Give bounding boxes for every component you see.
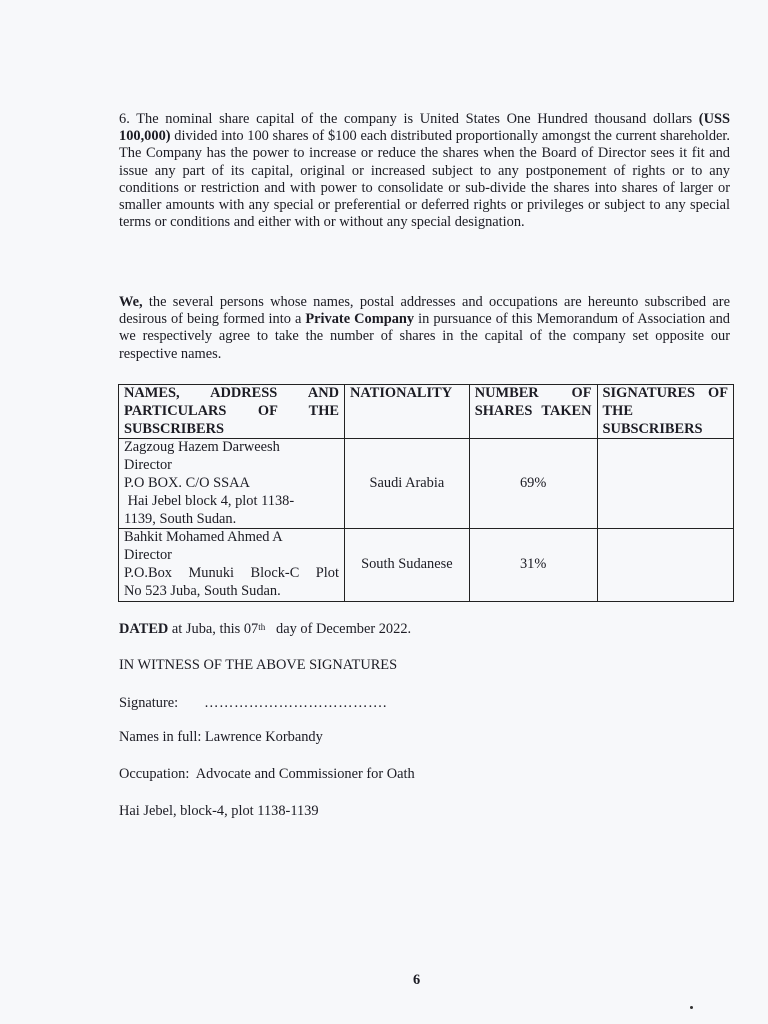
- subscriber-address-line: No 523 Juba, South Sudan.: [124, 582, 281, 599]
- subscriber-particulars: [119, 529, 345, 601]
- subscriber-particulars: [119, 439, 345, 529]
- dated-text: at Juba, this 07: [168, 621, 259, 637]
- page-number: 6: [413, 972, 421, 988]
- subscriber-address-line: P.O.Box Munuki Block-C Plot: [124, 564, 339, 581]
- subscriber-signature: [597, 529, 733, 601]
- subscription-text-1: the several persons whose names, postal addresses and occupations are hereunto subscribed are desirous of being formed into a: [119, 294, 730, 328]
- dated-text-after: day of December 2022.: [265, 621, 412, 637]
- clause-6-prefix: 6. The nominal share capital of the company is United States One Hundred thousand dollars: [119, 111, 699, 127]
- subscription-text-2: in pursuance of this Memorandum of Association and we respectively agree to take the number of shares in the capital of the company set opposite our respective names.: [119, 311, 730, 362]
- subscription-lead: We,: [119, 294, 143, 310]
- subscriber-address-line: Hai Jebel block 4, plot 1138-: [124, 492, 295, 509]
- dated-ordinal: th: [258, 622, 266, 632]
- subscriber-name: Bahkit Mohamed Ahmed A: [124, 529, 283, 546]
- clause-6-share-capital: [119, 111, 730, 231]
- names-in-full: Names in full: Lawrence Korbandy: [119, 729, 323, 745]
- subscriber-nationality: South Sudanese: [345, 529, 470, 601]
- header-nationality: NATIONALITY: [345, 385, 470, 439]
- subscriber-role: Director: [124, 547, 172, 564]
- subscriber-shares: 31%: [469, 529, 597, 601]
- signature-line: ……………………………….: [204, 695, 387, 711]
- dated-label: DATED: [119, 621, 169, 637]
- witness-heading: IN WITNESS OF THE ABOVE SIGNATURES: [119, 657, 398, 673]
- subscribers-table: [118, 384, 734, 602]
- subscriber-name: Zagzoug Hazem Darweesh: [124, 439, 280, 456]
- table-row: [119, 529, 734, 601]
- subscriber-nationality: Saudi Arabia: [345, 439, 470, 529]
- header-names: NAMES, ADDRESS AND PARTICULARS OF THE SUBSCRIBERS: [119, 385, 345, 439]
- subscriber-shares: 69%: [469, 439, 597, 529]
- header-shares: NUMBER OF SHARES TAKEN: [469, 385, 597, 439]
- table-row: [119, 439, 734, 529]
- subscriber-address-line: 1139, South Sudan.: [124, 510, 237, 527]
- clause-6-rest: divided into 100 shares of $100 each distributed proportionally amongst the current shareholder. The Company has the power to increase or reduce the shares when the Board of Director sees it fit and issue any part of its capital, original or increased subject to any postponement of rights or to any conditions or restriction and with power to consolidate or sub-divide the shares into shares of larger or smaller amounts with any special or preferential or deferred rights or privileges or subject to any special terms or conditions and either with or without any special designation.: [119, 128, 730, 231]
- witness-address: Hai Jebel, block-4, plot 1138-1139: [119, 803, 319, 819]
- subscriber-role: Director: [124, 457, 172, 474]
- table-header-row: [119, 385, 734, 439]
- subscription-paragraph: [119, 294, 730, 363]
- clause-6-amount: (USS 100,000): [119, 111, 730, 145]
- occupation: Occupation: Advocate and Commissioner for Oath: [119, 766, 415, 782]
- signature-row: [119, 695, 387, 712]
- subscriber-signature: [597, 439, 733, 529]
- header-signatures: SIGNATURES OF THE SUBSCRIBERS: [597, 385, 733, 439]
- subscriber-address-line: P.O BOX. C/O SSAA: [124, 474, 250, 491]
- company-type: Private Company: [305, 311, 415, 328]
- dated-line: [119, 621, 411, 638]
- scan-speck: [690, 1006, 693, 1009]
- signature-label: Signature:: [119, 695, 179, 711]
